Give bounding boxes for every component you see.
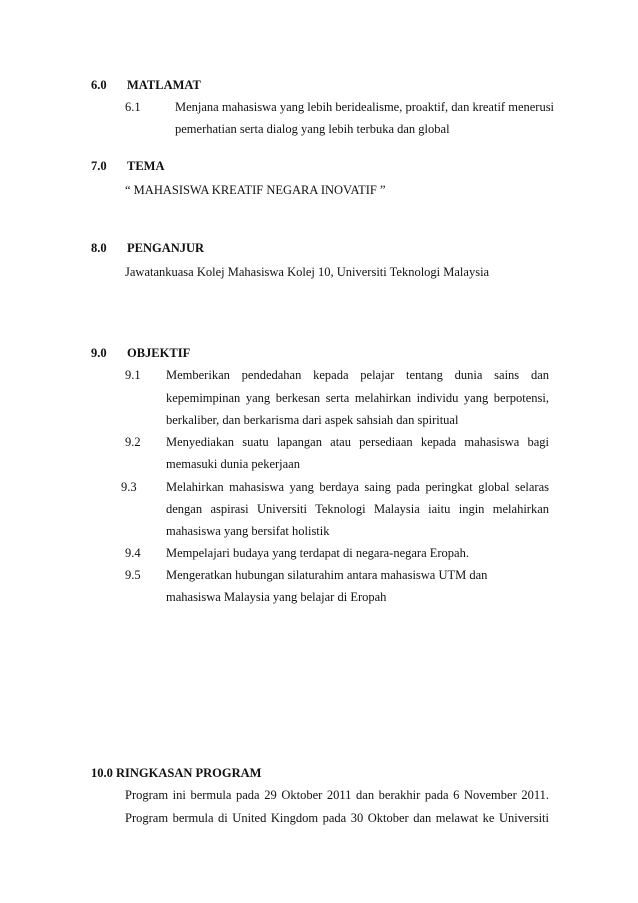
item-9-5-number: 9.5 (125, 568, 141, 582)
item-9-1-line-2: kepemimpinan yang berkesan serta melahirkan individu yang berpotensi, (166, 391, 549, 405)
item-9-3-line-3: mahasiswa yang bersifat holistik (166, 524, 330, 538)
section-9-title: OBJEKTIF (127, 346, 191, 360)
section-7-title: TEMA (127, 159, 165, 173)
summary-line-2: Program bermula di United Kingdom pada 30 Oktober dan melawat ke Universiti (125, 811, 549, 825)
item-9-5-line-1: Mengeratkan hubungan silaturahim antara mahasiswa UTM dan (166, 568, 488, 582)
item-6-1-number: 6.1 (125, 100, 141, 114)
item-9-5-line-2: mahasiswa Malaysia yang belajar di Eropah (166, 590, 387, 604)
item-6-1-line-2: pemerhatian serta dialog yang lebih terbuka dan global (175, 122, 450, 136)
item-9-1-line-1: Memberikan pendedahan kepada pelajar tentang dunia sains dan (166, 368, 549, 382)
item-9-3-number: 9.3 (121, 480, 137, 494)
item-9-2-line-2: memasuki dunia pekerjaan (166, 457, 300, 471)
section-8-title: PENGANJUR (127, 241, 205, 255)
item-9-3-line-1: Melahirkan mahasiswa yang berdaya saing pada peringkat global selaras (166, 480, 549, 494)
item-9-4-number: 9.4 (125, 546, 141, 560)
section-6-title: MATLAMAT (127, 78, 201, 92)
section-7-number: 7.0 (91, 159, 107, 173)
organizer-text: Jawatankuasa Kolej Mahasiswa Kolej 10, Universiti Teknologi Malaysia (125, 265, 490, 279)
summary-line-1: Program ini bermula pada 29 Oktober 2011 dan berakhir pada 6 November 2011. (125, 788, 549, 802)
section-8-number: 8.0 (91, 241, 107, 255)
item-9-2-number: 9.2 (125, 435, 141, 449)
section-9-number: 9.0 (91, 346, 107, 360)
item-9-4-line-1: Mempelajari budaya yang terdapat di negara-negara Eropah. (166, 546, 469, 560)
section-6-number: 6.0 (91, 78, 107, 92)
item-9-1-line-3: berkaliber, dan berkarisma dari aspek sahsiah dan spiritual (166, 413, 459, 427)
item-9-2-line-1: Menyediakan suatu lapangan atau persediaan kepada mahasiswa bagi (166, 435, 549, 449)
item-9-3-line-2: dengan aspirasi Universiti Teknologi Malaysia iaitu ingin melahirkan (166, 502, 549, 516)
item-9-1-number: 9.1 (125, 368, 141, 382)
section-10-title: 10.0 RINGKASAN PROGRAM (91, 766, 262, 780)
item-6-1-line-1: Menjana mahasiswa yang lebih beridealisme, proaktif, dan kreatif menerusi (175, 100, 555, 114)
theme-text: “ MAHASISWA KREATIF NEGARA INOVATIF ” (125, 183, 386, 197)
